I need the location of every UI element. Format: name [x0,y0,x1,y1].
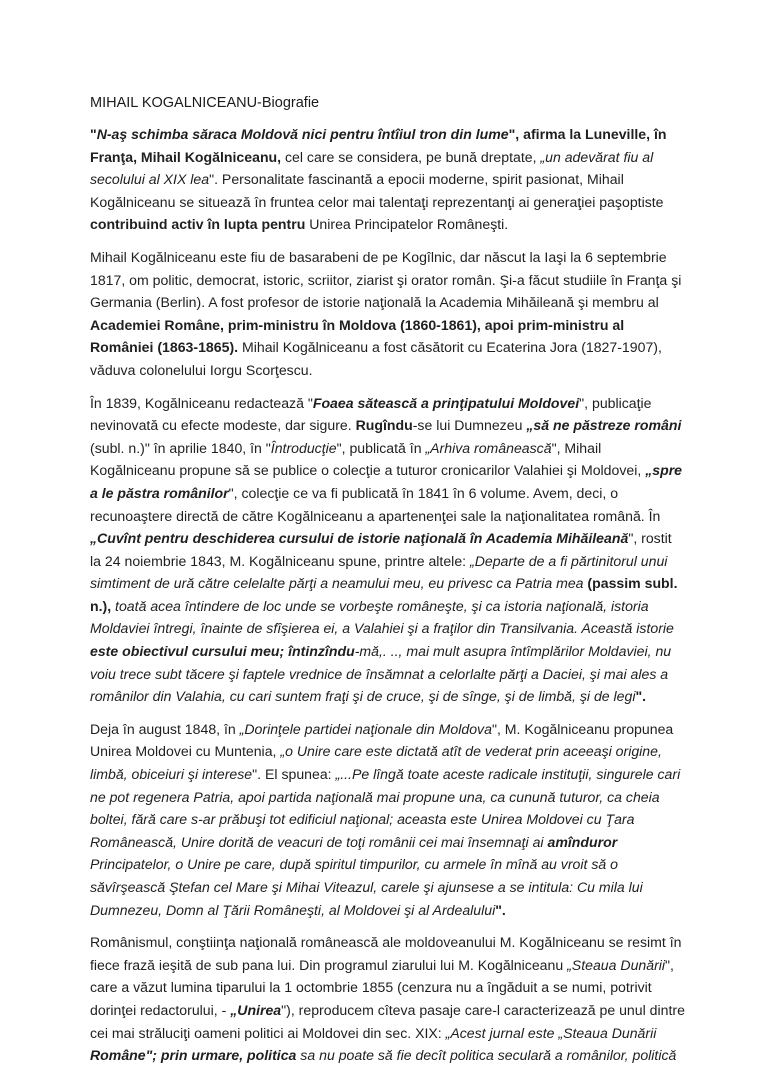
quote-text: „Steaua Dunării [567,956,666,973]
quote-text: „spre a le păstra românilor [90,462,683,501]
quote-text: „Acest jurnal este „Steaua Dunării [445,1024,657,1041]
text-span: Academiei Române, prim-ministru în Moldova (1860-1861), apoi prim-ministru al României (1863-1865). [90,316,625,356]
quote-text: N-aş schimba săraca Moldovă nici pentru întîiul tron din lume [96,126,509,142]
text-span: ", colecţie ce va fi publicată în 1841 în 6 volume. Avem, deci, o recunoaştere directă de către Kogălniceanu a apartenenţei sale la naţionalitatea română. În [90,484,661,524]
quote-text: „Dorinţele partidei naţionale din Moldova [239,720,492,737]
text-span: ", rostit la 24 noiembrie 1843, M. Kogălniceanu spune, printre altele: [90,530,672,569]
text-span: Mihail Kogălniceanu este fiu de basarabeni de pe Kogîlnic, dar născut la Iaşi la 6 septembrie 1817, om politic, democrat, istoric, scriitor, ziarist şi orator român. Şi-a făcut studiile în Franţa şi Germania (Berlin). A fost profesor de istorie naţională la Academia Mihăileană şi membru al [90,248,682,311]
quote-text: „Arhiva românească [425,439,552,456]
quote-text: „Unirea [230,1001,282,1018]
text-span: ", care a văzut lumina tiparului la 1 octombrie 1855 (cenzura nu a îngăduit a se numi, potrivit dorinţei redactorului, - [90,956,674,1018]
quote-text: amînduror [547,833,618,850]
paragraph-quote-intro [90,123,686,236]
text-span: -l caracterizează pe unul dintre cei mai străluciţi oameni politici ai Moldovei din sec. XIX: [90,1001,685,1041]
quote-text: „un adevărat fiu al secolului al XIX lea [90,148,654,188]
text-span: Mihail Kogălniceanu a fost căsătorit cu Ecaterina Jora (1827-1907), văduva colonelului Iorgu Scorţescu. [90,339,662,378]
quote-text: toată acea întindere de loc unde se vorbeşte româneşte, şi ca istoria naţională, istoria Moldaviei întregi, înainte de sfîşierea ei, a Valahiei şi a fraţilor din Transilvania. Această istorie [90,597,674,637]
text-span: ", publicaţie nevinovată cu efecte modeste, dar sigure. [90,394,652,434]
quote-text: „să ne păstreze români [526,417,682,434]
text-span: "), reproducem cîteva pasaje care [281,1001,493,1018]
text-span: În 1839, Kogălniceanu redactează " [90,394,313,411]
quote-text: Foaea sătească a prinţipatului Moldovei [312,394,580,411]
text-span: cel care se considera, pe bună dreptate, [281,148,541,165]
quote-text: este obiectivul cursului meu; întinzîndu [90,643,355,660]
text-span: ", afirma la Luneville, în Franţa, Mihail Kogălniceanu, [90,126,667,165]
text-span: ", publicată în [336,439,426,456]
quote-text: -mă,. .., mai mult asupra întîmplărilor Moldaviei, nu voiu trece subt tăcere şi faptele vrednice de însămnat a celorlalte părţi a Daciei, şi mai ales a românilor din Valahia, cu cari suntem fraţi şi de cruce, şi de sînge, şi de limbă, şi de legi [90,643,672,705]
document-title: MIHAIL KOGALNICEANU-Biografie [90,95,320,111]
document-body [90,92,686,1077]
text-span: -se lui Dumnezeu [412,417,527,434]
text-span: ". [635,688,647,705]
text-span: contribuind activ în lupta pentru [90,216,306,233]
text-span: ". [495,901,506,918]
quote-text: Întroducţie [270,439,337,456]
text-span: (subl. n.)" în aprilie 1840, în " [90,439,271,456]
quote-text: Române"; prin urmare, politica [90,1047,297,1064]
text-span: (passim subl. n.), [90,575,678,614]
quote-text: „Cuvînt pentru deschiderea cursului de istorie naţională în Academia Mihăileană [90,530,629,547]
text-span: Românismul, conştiinţa naţională românească ale moldoveanului M. Kogălniceanu se resimt în fiece frază ieşită de sub pana lui. Din programul ziarului lui M. Kogălniceanu [90,934,682,973]
paragraph-romanism [90,931,686,1067]
text-span: ", M. Kogălniceanu propunea Unirea Moldovei cu Muntenia, [90,720,674,760]
text-span: Unirea Principatelor Româneşti. [305,216,509,233]
quote-text: „Departe de a fi părtinitorul unui simtiment de ură către celelalte părţi a neamului meu, eu privesc ca Patria mea [90,552,668,592]
quote-text: sa nu poate să fie decît politica seculară a românilor, politică [296,1047,677,1064]
quote-text: „...Pe lîngă toate aceste radicale instituţii, singurele cari ne pot regenera Patria, apoi partida naţională mai propune una, ca cunună tuturor, ca cheia boltei, fără care s-ar prăbuşi tot edificiul naţional; aceasta este Unirea Moldovei cu Ţara Românească, Unire dorită de veacuri de toţi românii cei mai însemnaţi ai [90,766,681,850]
paragraph-biography [90,246,686,382]
text-span: " [90,126,97,142]
quote-text: „o Unire care este dictată atît de vederat prin aceeaşi origine, limbă, obiceiuri şi interese [90,743,662,783]
quote-text: Principatelor, o Unire pe care, după spiritul timpurilor, cu armele în mînă au vroit să o săvîrşească Ştefan cel Mare şi Mihai Viteazul, carele şi ajunsese a se intitula: Cu mila lui Dumnezeu, Domn al Ţării Româneşti, al Moldovei şi al Ardealului [90,856,643,918]
text-span: ". Personalitate fascinantă a epocii moderne, spirit pasionat, Mihail Kogălniceanu se situează în fruntea celor mai talentaţi reprezentanţi ai generaţiei paşoptiste [90,171,664,210]
text-span: Deja în august 1848, în [90,720,240,737]
paragraph-1839 [90,392,686,708]
text-span: ". El spunea: [252,766,336,783]
text-span: Rugîndu [355,417,413,434]
paragraph-1848 [90,718,686,921]
text-span: ", Mihail Kogălniceanu propune să se publice o colecţie a tuturor cronicarilor Valahiei şi Moldovei, [90,439,646,479]
